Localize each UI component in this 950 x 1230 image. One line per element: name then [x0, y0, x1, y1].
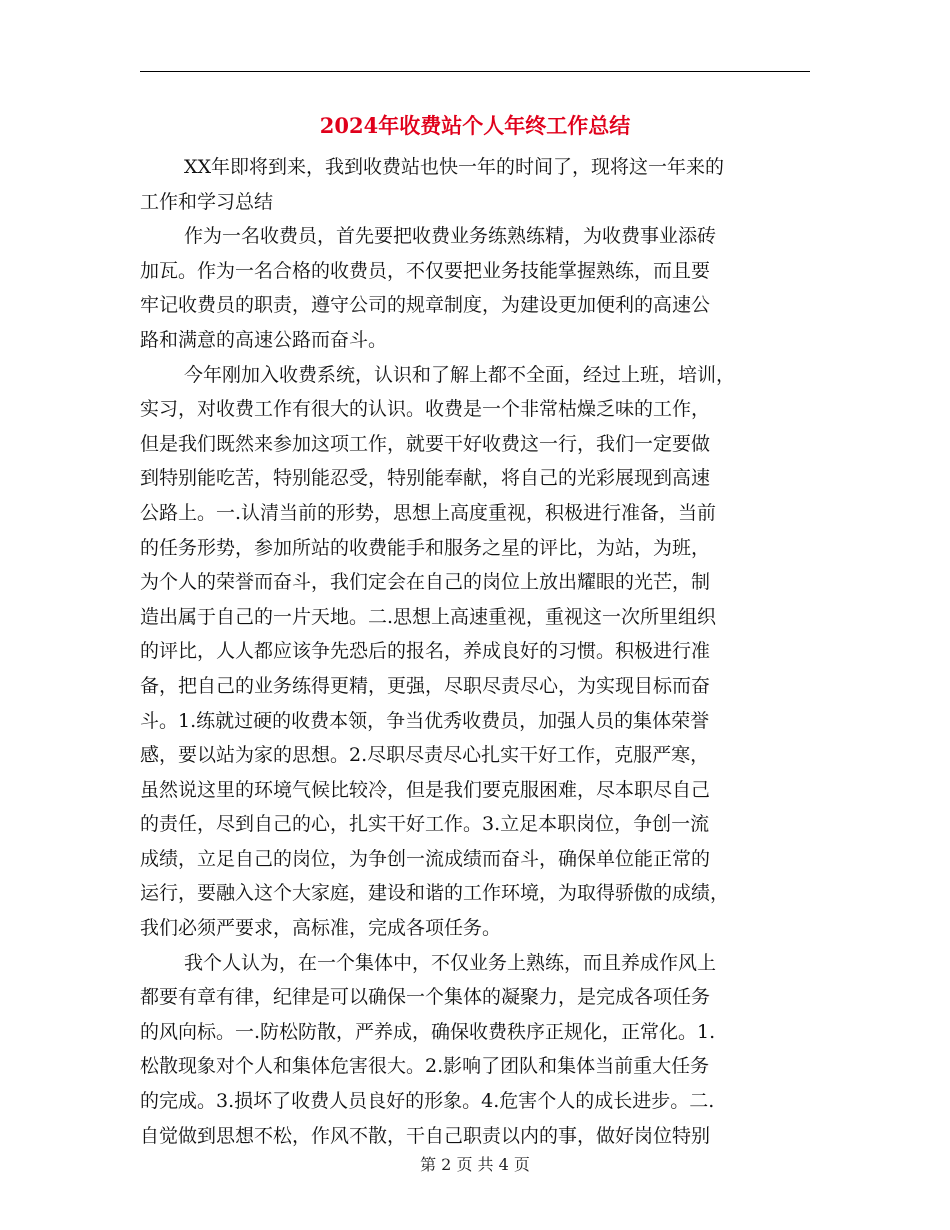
text-line: 都要有章有律，纪律是可以确保一个集体的凝聚力，是完成各项任务	[140, 986, 711, 1009]
text-line: 成绩，立足自己的岗位，为争创一流成绩而奋斗，确保单位能正常的	[140, 847, 711, 870]
paragraph	[140, 150, 810, 219]
text-line: 备，把自己的业务练得更精，更强，尽职尽责尽心，为实现目标而奋	[140, 674, 711, 697]
text-line: 运行，要融入这个大家庭，建设和谐的工作环境，为取得骄傲的成绩，	[140, 882, 730, 905]
text-line: 到特别能吃苦，特别能忍受，特别能奉献，将自己的光彩展现到高速	[140, 467, 711, 490]
text-line: 牢记收费员的职责，遵守公司的规章制度，为建设更加便利的高速公	[140, 294, 711, 317]
text-line: 斗。1.练就过硬的收费本领，争当优秀收费员，加强人员的集体荣誉	[140, 709, 710, 732]
text-line: 但是我们既然来参加这项工作，就要干好收费这一行，我们一定要做	[140, 432, 711, 455]
text-line: 的任务形势，参加所站的收费能手和服务之星的评比，为站，为班，	[140, 536, 711, 559]
text-line: 的责任，尽到自己的心，扎实干好工作。3.立足本职岗位，争创一流	[140, 813, 710, 836]
text-line: 作为一名收费员，首先要把收费业务练熟练精，为收费事业添砖	[184, 225, 717, 248]
text-line: 我们必须严要求，高标准，完成各项任务。	[140, 917, 502, 940]
paragraph	[140, 358, 810, 946]
text-line: 的风向标。一.防松防散，严养成，确保收费秩序正规化，正常化。1.	[140, 1020, 716, 1043]
text-line: 感，要以站为家的思想。2.尽职尽责尽心扎实干好工作，克服严寒，	[140, 744, 710, 767]
text-line: 松散现象对个人和集体危害很大。2.影响了团队和集体当前重大任务	[140, 1055, 710, 1078]
paragraph	[140, 219, 810, 357]
text-line: 实习，对收费工作有很大的认识。收费是一个非常枯燥乏味的工作，	[140, 398, 711, 421]
text-line: 为个人的荣誉而奋斗，我们定会在自己的岗位上放出耀眼的光芒，制	[140, 571, 711, 594]
text-line: 今年刚加入收费系统，认识和了解上都不全面，经过上班，培训，	[184, 363, 736, 386]
text-line: XX年即将到来，我到收费站也快一年的时间了，现将这一年来的	[184, 156, 725, 178]
text-line: 自觉做到思想不松，作风不散，干自己职责以内的事，做好岗位特别	[140, 1124, 711, 1147]
text-line: 加瓦。作为一名合格的收费员，不仅要把业务技能掌握熟练，而且要	[140, 259, 711, 282]
text-line: 路和满意的高速公路而奋斗。	[140, 328, 388, 351]
header-rule	[140, 71, 810, 72]
text-line: 公路上。一.认清当前的形势，思想上高度重视，积极进行准备，当前	[140, 501, 717, 524]
paragraph	[140, 946, 810, 1154]
text-line: 我个人认为，在一个集体中，不仅业务上熟练，而且养成作风上	[184, 951, 717, 974]
text-line: 的评比，人人都应该争先恐后的报名，养成良好的习惯。积极进行准	[140, 640, 711, 663]
document-body	[140, 150, 810, 1153]
text-line: 的完成。3.损坏了收费人员良好的形象。4.危害个人的成长进步。二.	[140, 1090, 715, 1113]
document-title: 2024年收费站个人年终工作总结	[319, 113, 631, 138]
text-line: 造出属于自己的一片天地。二.思想上高速重视，重视这一次所里组织	[140, 605, 717, 628]
text-line: 工作和学习总结	[140, 190, 274, 213]
page-number-footer: 第 2 页 共 4 页	[420, 1155, 530, 1174]
text-line: 虽然说这里的环境气候比较冷，但是我们要克服困难，尽本职尽自己	[140, 778, 711, 801]
